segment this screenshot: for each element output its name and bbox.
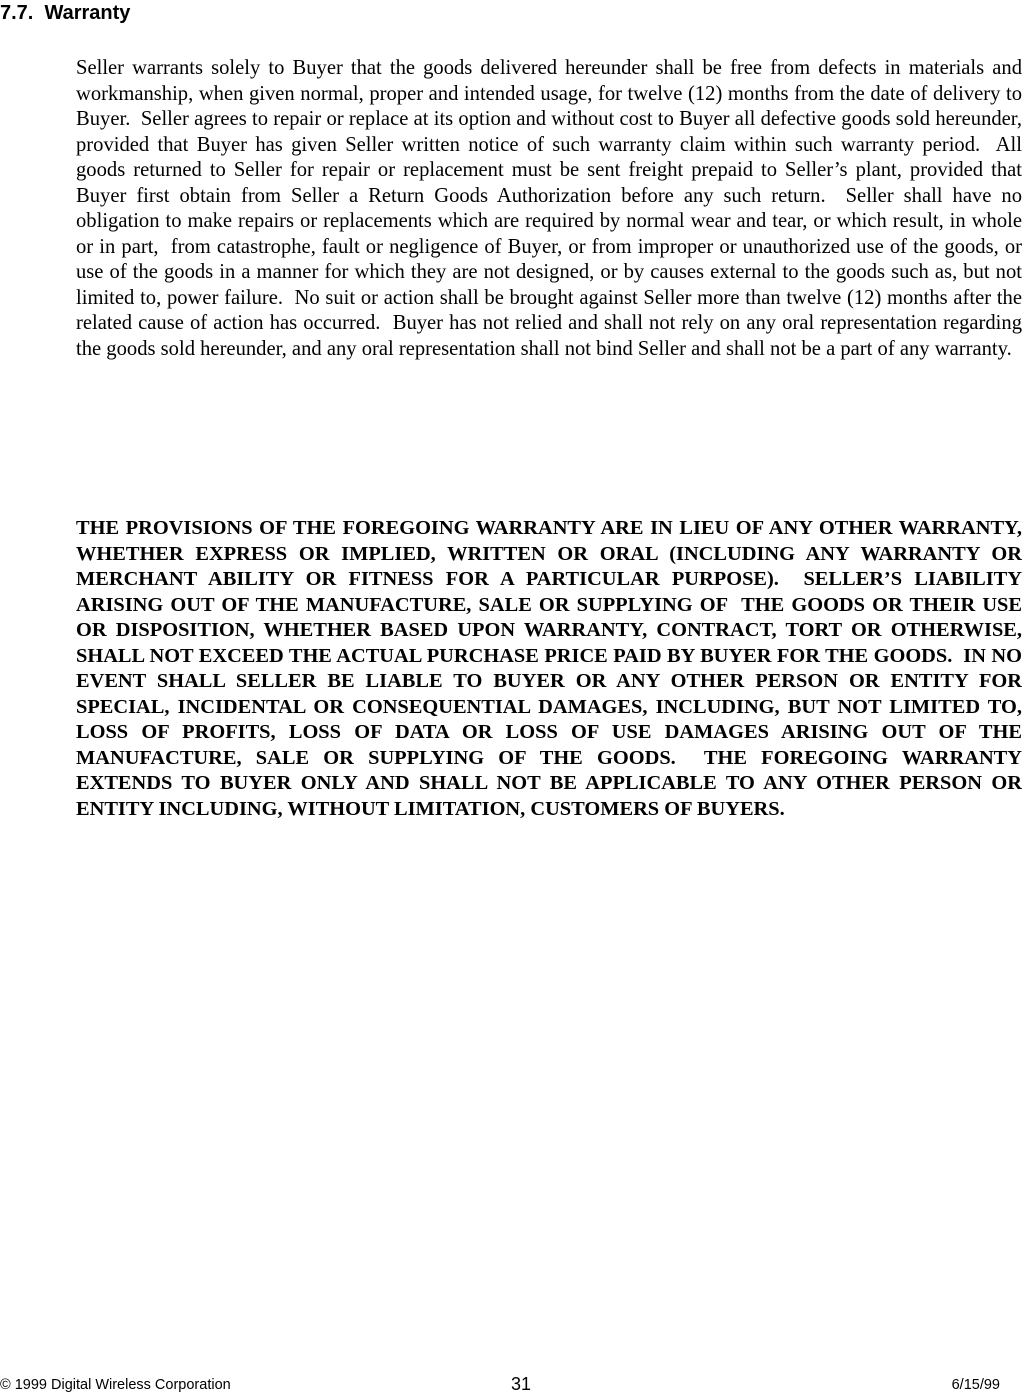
footer-copyright: © 1999 Digital Wireless Corporation: [0, 1377, 231, 1393]
warranty-paragraph: Seller warrants solely to Buyer that the goods delivered hereunder shall be free from defects in materials and workmanship, when given normal, proper and intended usage, for twelve (12) months from the date of delivery to Buyer. Seller agrees to repair or replace at its option and without cost to Buyer all defective goods sold hereunder, provided that Buyer has given Seller written notice of such warranty claim within such warranty period. All goods returned to Seller for repair or replacement must be sent freight prepaid to Seller’s plant, provided that Buyer first obtain from Seller a Return Goods Authorization before any such return. Seller shall have no obligation to make repairs or replacements which are required by normal wear and tear, or which result, in whole or in part, from catastrophe, fault or negligence of Buyer, or from improper or unauthorized use of the goods, or use of the goods in a manner for which they are not designed, or by causes external to the goods such as, but not limited to, power failure. No suit or action shall be brought against Seller more than twelve (12) months after the related cause of action has occurred. Buyer has not relied and shall not rely on any oral representation regarding the goods sold hereunder, and any oral representation shall not bind Seller and shall not be a part of any warranty.: [76, 57, 1022, 360]
footer-date: 6/15/99: [951, 1377, 1000, 1393]
footer-page-number: 31: [511, 1374, 532, 1394]
section-heading: 7.7. Warranty: [0, 2, 131, 24]
warranty-disclaimer-paragraph: THE PROVISIONS OF THE FOREGOING WARRANTY ARE IN LIEU OF ANY OTHER WARRANTY, WHETHER EXPRESS OR IMPLIED, WRITTEN OR ORAL (INCLUDING ANY WARRANTY OR MERCHANT ABILITY OR FITNESS FOR A PARTICULAR PURPOSE). SELLER’S LIABILITY ARISING OUT OF THE MANUFACTURE, SALE OR SUPPLYING OF THE GOODS OR THEIR USE OR DISPOSITION, WHETHER BASED UPON WARRANTY, CONTRACT, TORT OR OTHERWISE, SHALL NOT EXCEED THE ACTUAL PURCHASE PRICE PAID BY BUYER FOR THE GOODS. IN NO EVENT SHALL SELLER BE LIABLE TO BUYER OR ANY OTHER PERSON OR ENTITY FOR SPECIAL, INCIDENTAL OR CONSEQUENTIAL DAMAGES, INCLUDING, BUT NOT LIMITED TO, LOSS OF PROFITS, LOSS OF DATA OR LOSS OF USE DAMAGES ARISING OUT OF THE MANUFACTURE, SALE OR SUPPLYING OF THE GOODS. THE FOREGOING WARRANTY EXTENDS TO BUYER ONLY AND SHALL NOT BE APPLICABLE TO ANY OTHER PERSON OR ENTITY INCLUDING, WITHOUT LIMITATION, CUSTOMERS OF BUYERS.: [76, 517, 1022, 820]
